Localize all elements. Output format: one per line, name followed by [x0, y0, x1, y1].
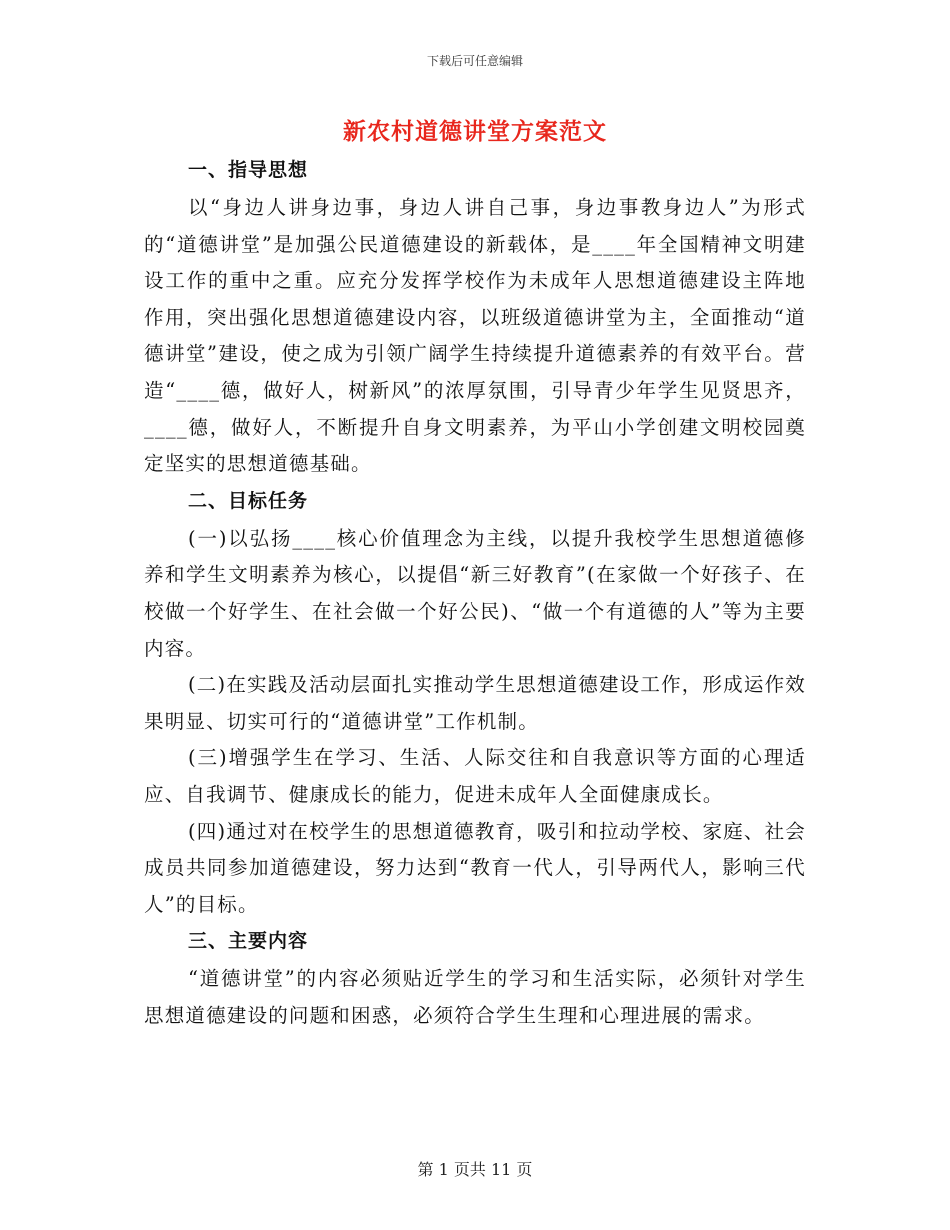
section-heading-goals-tasks: 二、目标任务	[188, 489, 309, 512]
paragraph: “道德讲堂”的内容必须贴近学生的学习和生活实际，必须针对学生思想道德建设的问题和困惑，必须符合学生生理和心理进展的需求。	[144, 967, 806, 1027]
paragraph: (一)以弘扬____核心价值理念为主线，以提升我校学生思想道德修养和学生文明素养为核心，以提倡“新三好教育”(在家做一个好孩子、在校做一个好学生、在社会做一个好公民)、“做一个有道德的人”等为主要内容。	[144, 526, 806, 660]
paragraph: (三)增强学生在学习、生活、人际交往和自我意识等方面的心理适应、自我调节、健康成长的能力，促进未成年人全面健康成长。	[144, 746, 806, 806]
paragraph: (四)通过对在校学生的思想道德教育，吸引和拉动学校、家庭、社会成员共同参加道德建设，努力达到“教育一代人，引导两代人，影响三代人”的目标。	[144, 819, 806, 916]
section-heading-main-content: 三、主要内容	[188, 930, 309, 953]
paragraph: 以“身边人讲身边事，身边人讲自己事，身边事教身边人”为形式的“道德讲堂”是加强公民道德建设的新载体，是____年全国精神文明建设工作的重中之重。应充分发挥学校作为未成年人思想道德建设主阵地作用，突出强化思想道德建设内容，以班级道德讲堂为主，全面推动“道德讲堂”建设，使之成为引领广阔学生持续提升道德素养的有效平台。营造“____德，做好人，树新风”的浓厚氛围，引导青少年学生见贤思齐，____德，做好人，不断提升自身文明素养，为平山小学创建文明校园奠定坚实的思想道德基础。	[144, 196, 806, 476]
document-body	[144, 152, 806, 1034]
paragraph: (二)在实践及活动层面扎实推动学生思想道德建设工作，形成运作效果明显、切实可行的“道德讲堂”工作机制。	[144, 673, 806, 733]
section-heading-guiding-ideology: 一、指导思想	[188, 159, 309, 181]
page-number: 第 1 页共 11 页	[417, 1160, 533, 1179]
header-note: 下载后可任意编辑	[426, 54, 523, 68]
document-title: 新农村道德讲堂方案范文	[343, 118, 607, 145]
